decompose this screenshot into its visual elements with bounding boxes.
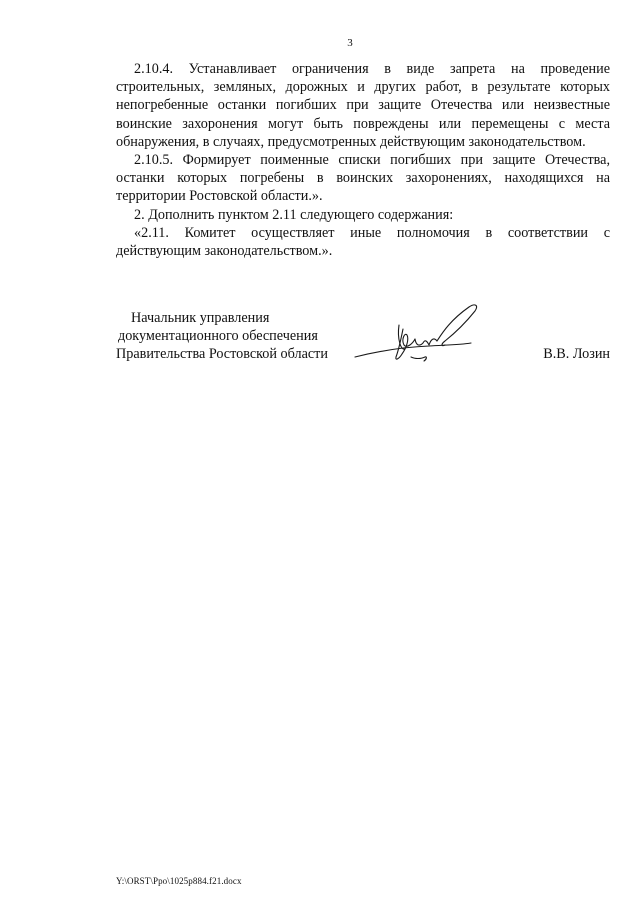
paragraph-2-10-4: 2.10.4. Устанавливает ограничения в виде запрета на проведение строительных, земляных, дорожных и других работ, в результате которых непогребенные останки погибших при защите Отечества или неизвестные воинские захоронения могут быть повреждены или перемещены с места обнаружения, в случаях, предусмотренных действующим законодательством.	[116, 61, 610, 150]
signatory-title	[116, 309, 376, 363]
footer-file-path: Y:\ORST\Ppo\1025p884.f21.docx	[116, 876, 242, 886]
handwritten-signature	[349, 299, 489, 374]
document-body	[116, 60, 610, 260]
signatory-title-line: документационного обеспечения	[118, 328, 318, 344]
paragraph-2-11: «2.11. Комитет осуществляет иные полномочия в соответствии с действующим законодательством.».	[116, 224, 610, 260]
signatory-name: В.В. Лозин	[543, 346, 610, 362]
page-number: 3	[347, 37, 353, 49]
signature-block	[116, 309, 610, 369]
paragraph-2-10-5: 2.10.5. Формирует поименные списки погибших при защите Отечества, останки которых погребены в воинских захоронениях, находящихся на территории Ростовской области.».	[116, 152, 610, 205]
signatory-title-line: Начальник управления	[131, 310, 270, 326]
paragraph-amendment-instruction: 2. Дополнить пунктом 2.11 следующего содержания:	[134, 206, 454, 223]
signatory-title-line: Правительства Ростовской области	[116, 346, 328, 362]
